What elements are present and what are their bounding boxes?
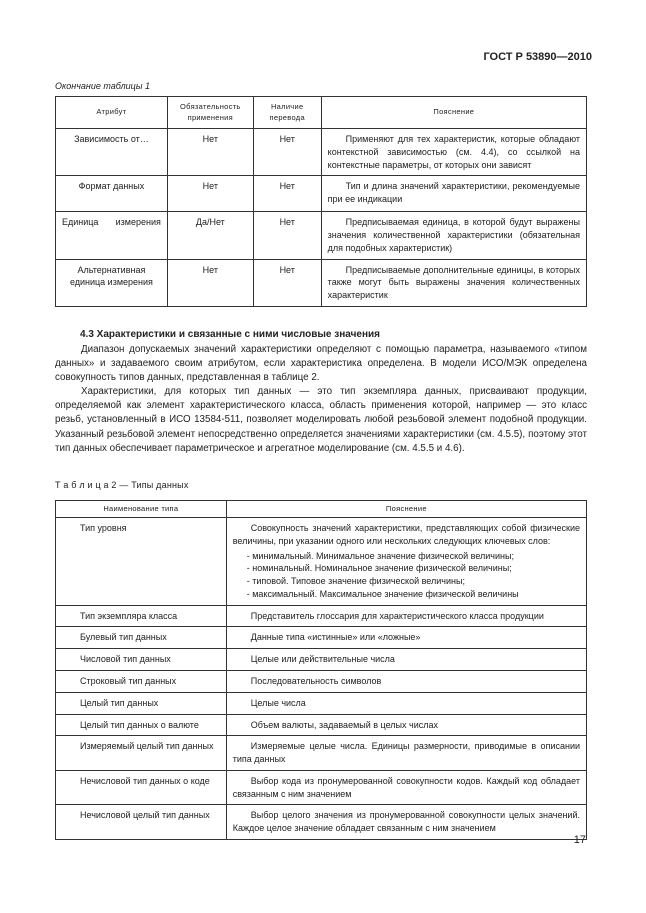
table-header-row [56, 97, 587, 129]
type-name-cell: Строковый тип данных [56, 671, 227, 693]
req-cell: Да/Нет [167, 212, 253, 259]
data-types-table [55, 500, 587, 840]
attr-cell: Формат данных [56, 176, 168, 212]
attr-cell: Альтернативная единица измерения [56, 259, 168, 306]
note-intro: Совокупность значений характеристики, представляющих собой физические величины, при указании одного или нескольких следующих ключевых слов: [232, 523, 580, 546]
type-note-cell: Выбор кода из пронумерованной совокупности кодов. Каждый код обладает связанным с ним значением [226, 770, 586, 805]
column-header: Обязательность применения [167, 97, 253, 129]
type-name-cell: Тип экземпляра класса [56, 605, 227, 627]
type-note-cell: Целые или действительные числа [226, 649, 586, 671]
type-name-cell: Измеряемый целый тип данных [56, 736, 227, 771]
attr-cell: Зависимость от… [56, 129, 168, 176]
table-row [56, 212, 587, 259]
type-name-cell: Нечисловой тип данных о коде [56, 770, 227, 805]
trans-cell: Нет [253, 129, 321, 176]
type-name-cell: Целый тип данных о валюте [56, 714, 227, 736]
section-heading: 4.3 Характеристики и связанные с ними числовые значения [80, 329, 380, 340]
table-row [56, 605, 587, 627]
table-row [56, 129, 587, 176]
list-item: - типовой. Типовое значение физической величины; [246, 576, 465, 587]
req-cell: Нет [167, 129, 253, 176]
column-header: Атрибут [56, 97, 168, 129]
attributes-table [55, 96, 587, 307]
type-note-cell: Объем валюты, задаваемый в целых числах [226, 714, 586, 736]
table-row [56, 259, 587, 306]
standard-header: ГОСТ Р 53890—2010 [483, 51, 592, 63]
keyword-list [233, 550, 580, 601]
table2-caption: Т а б л и ц а 2 — Типы данных [55, 480, 189, 490]
list-item: - номинальный. Номинальное значение физической величины; [246, 563, 512, 574]
note-cell: Предписываемые дополнительные единицы, в которых также могут быть выражены значения количественных характеристик [321, 259, 586, 306]
table-row [56, 692, 587, 714]
req-cell: Нет [167, 259, 253, 306]
trans-cell: Нет [253, 176, 321, 212]
type-note-cell: Выбор целого значения из пронумерованной совокупности целых значений. Каждое целое значение обладает связанным с ним значением [226, 805, 586, 840]
note-cell: Применяют для тех характеристик, которые обладают контекстной зависимостью (см. 4.4), со ссылкой на контекстные параметры, от которых они зависят [321, 129, 586, 176]
list-item: - минимальный. Минимальное значение физической величины; [246, 550, 514, 561]
column-header: Наличие перевода [253, 97, 321, 129]
table-row [56, 736, 587, 771]
type-note-cell: Целые числа [226, 692, 586, 714]
type-note-cell: Измеряемые целые числа. Единицы размерности, приводимые в описании типа данных [226, 736, 586, 771]
page-number: 17 [573, 834, 586, 846]
table-row [56, 649, 587, 671]
trans-cell: Нет [253, 259, 321, 306]
trans-cell: Нет [253, 212, 321, 259]
column-header: Пояснение [226, 501, 586, 518]
table-row [56, 518, 587, 606]
table-header-row [56, 501, 587, 518]
table-row [56, 805, 587, 840]
type-note-cell [226, 518, 586, 606]
note-cell: Тип и длина значений характеристики, рекомендуемые при ее индикации [321, 176, 586, 212]
type-name-cell: Булевый тип данных [56, 627, 227, 649]
list-item: - максимальный. Максимальное значение физической величины [246, 588, 519, 599]
req-cell: Нет [167, 176, 253, 212]
note-cell: Предписываемая единица, в которой будут выражены значения количественной характеристики (обязательная для подобных характеристик) [321, 212, 586, 259]
type-name-cell: Тип уровня [56, 518, 227, 606]
type-note-cell: Представитель глоссария для характеристического класса продукции [226, 605, 586, 627]
attr-cell: Единица измерения [56, 212, 168, 259]
type-name-cell: Числовой тип данных [56, 649, 227, 671]
type-name-cell: Целый тип данных [56, 692, 227, 714]
type-note-cell: Последовательность символов [226, 671, 586, 693]
table-row [56, 627, 587, 649]
table-row [56, 671, 587, 693]
type-note-cell: Данные типа «истинные» или «ложные» [226, 627, 586, 649]
column-header: Пояснение [321, 97, 586, 129]
paragraph: Диапазон допускаемых значений характеристики определяют с помощью параметра, называемого «типом данных» и задаваемого своим атрибутом, если характеристика определена. В модели ИСО/МЭК определена совокупность типов данных, представленная в таблице 2. [55, 344, 587, 384]
paragraph: Характеристики, для которых тип данных — это тип экземпляра данных, присваивают продукции, определяемой как элемент характеристического класса, область применения которой, например — это класс резьб, установленный в ИСО 13584-511, позволяет моделировать любой резьбовой элемент подобной продукции. Указанный резьбовой элемент непосредственно определяется значениями характеристики (см. 4.5.5), поэтому этот тип данных обеспечивает параметрическое и агрегатное моделирование (см. 4.5.5 и 4.6). [55, 386, 587, 454]
table-row [56, 176, 587, 212]
table1-caption: Окончание таблицы 1 [55, 81, 150, 91]
table-row [56, 770, 587, 805]
type-name-cell: Нечисловой целый тип данных [56, 805, 227, 840]
table-row [56, 714, 587, 736]
section-body [55, 343, 587, 456]
column-header: Наименование типа [56, 501, 227, 518]
